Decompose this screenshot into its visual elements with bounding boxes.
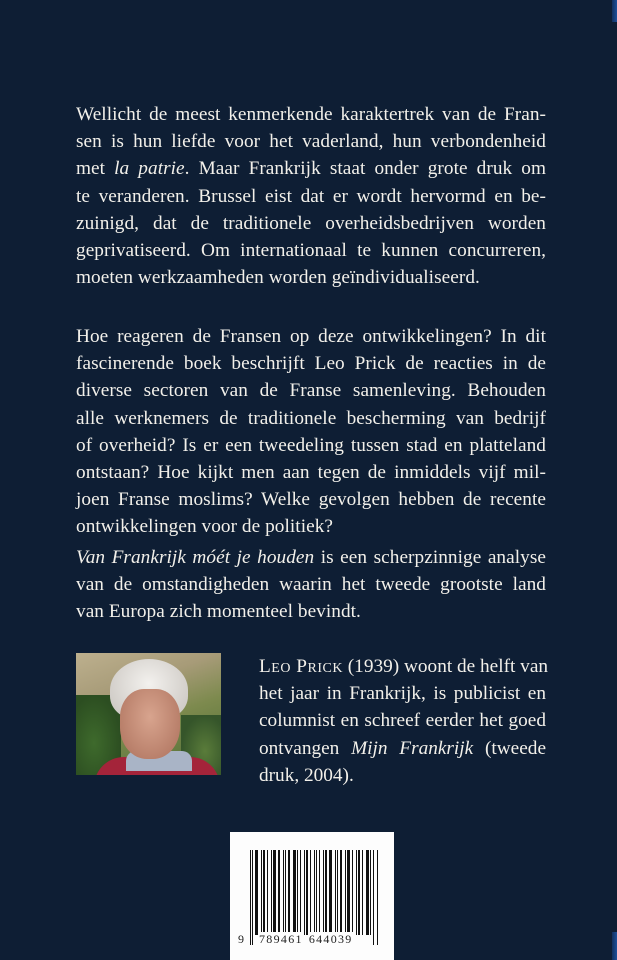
bio-line: columnist en schreef eerder het goed <box>259 710 546 732</box>
blurb-line: zuinigd, dat de traditionele overheidsbedrijven worden <box>76 212 546 234</box>
book-title-italic: Mijn Frankrijk <box>351 737 474 759</box>
blurb-paragraph-3 <box>76 544 546 626</box>
blurb-line: moeten werkzaamheden worden geïndividualiseerd. <box>76 267 480 289</box>
blurb-line: ontwikkelingen voor de politiek? <box>76 516 334 538</box>
barcode-icon <box>250 850 380 945</box>
bio-line: druk, 2004). <box>259 764 354 786</box>
blurb-line: met la patrie. Maar Frankrijk staat onder grote druk om <box>76 158 547 180</box>
blurb-line: ontstaan? Hoe kijkt men aan tegen de inmiddels vijf mil- <box>76 462 546 484</box>
spine-edge-top <box>612 0 617 22</box>
photo-face <box>120 689 180 759</box>
bio-line: Leo Prick (1939) woont de helft van <box>259 656 549 677</box>
blurb-line: Wellicht de meest kenmerkende karaktertrek van de Fran- <box>76 104 546 125</box>
barcode-box <box>230 832 394 960</box>
book-title-italic: Van Frankrijk móét je houden <box>76 547 315 568</box>
author-photo <box>76 653 221 775</box>
blurb-line: of overheid? Is er een tweedeling tussen stad en platteland <box>76 434 546 456</box>
blurb-line: van de omstandigheden waarin het tweede grootste land <box>76 574 546 596</box>
spine-edge-bottom <box>612 932 617 960</box>
blurb-line: geprivatiseerd. Om internationaal te kunnen concurreren, <box>76 240 546 262</box>
blurb-line: te veranderen. Brussel eist dat er wordt hervormd en be- <box>76 185 546 207</box>
blurb-line: Hoe reageren de Fransen op deze ontwikkelingen? In dit <box>76 326 546 347</box>
isbn-digits: 9 789461 644039 <box>238 932 353 946</box>
blurb-line: fascinerende boek beschrijft Leo Prick de reacties in de <box>76 353 546 375</box>
blurb-line: van Europa zich momenteel bevindt. <box>76 601 361 623</box>
bio-line: ontvangen Mijn Frankrijk (tweede <box>259 737 546 759</box>
italic-phrase: la patrie <box>114 158 185 180</box>
blurb-line: joen Franse moslims? Welke gevolgen hebben de recente <box>76 489 546 511</box>
blurb-line: sen is hun liefde voor het vaderland, hun verbondenheid <box>76 131 546 153</box>
blurb-line: alle werknemers de traditionele bescherming van bedrijf <box>76 407 546 429</box>
author-name: Leo Prick <box>259 656 343 677</box>
blurb-line: Van Frankrijk móét je houden is een scherpzinnige analyse <box>76 547 546 568</box>
bio-line: het jaar in Frankrijk, is publicist en <box>259 683 546 705</box>
blurb-paragraph-1 <box>76 101 546 291</box>
blurb-line: diverse sectoren van de Franse samenleving. Behouden <box>76 380 546 402</box>
author-bio <box>259 653 549 789</box>
blurb-paragraph-2 <box>76 323 546 541</box>
